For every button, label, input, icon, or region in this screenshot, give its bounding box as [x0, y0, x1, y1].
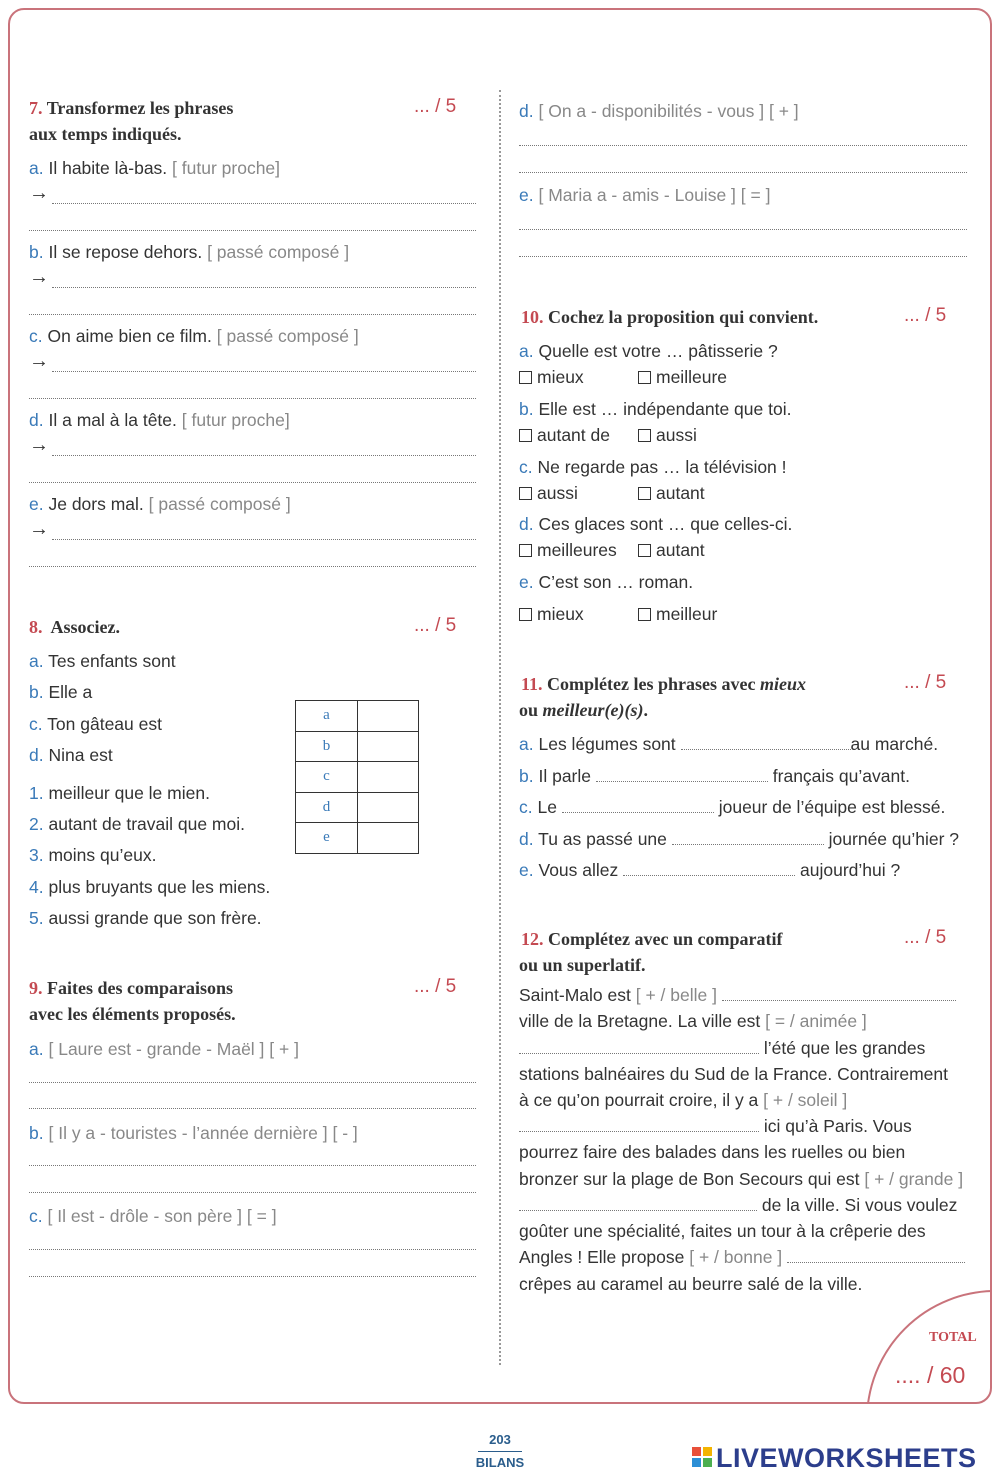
ex12-score: ... / 5: [904, 927, 947, 948]
ex12-text-line: Angles ! Elle propose [ + / bonne ]: [519, 1245, 965, 1269]
ex10-question-a: a. Quelle est votre … pâtisserie ?: [519, 341, 778, 361]
ex12-text-line: de la ville. Si vous voulez: [519, 1193, 957, 1217]
ex11-title-line2: ou meilleur(e)(s).: [519, 700, 648, 720]
assoc-label: b: [296, 731, 358, 762]
ex12-text-line: à ce qu’on pourrait croire, il y a [ + / soleil ]: [519, 1090, 848, 1110]
fill-blank[interactable]: [596, 765, 768, 782]
fill-blank[interactable]: [722, 984, 956, 1001]
answer-line[interactable]: [52, 539, 476, 540]
ex10-option[interactable]: autant: [638, 481, 705, 505]
ex9-score: ... / 5: [414, 976, 457, 997]
checkbox-icon[interactable]: [519, 608, 532, 621]
ex10-question-c: c. Ne regarde pas … la télévision !: [519, 457, 787, 477]
checkbox-icon[interactable]: [519, 487, 532, 500]
assoc-label: d: [296, 792, 358, 823]
fill-blank[interactable]: [519, 1194, 757, 1211]
assoc-label: e: [296, 823, 358, 854]
ex12-title-line2: ou un superlatif.: [519, 955, 646, 975]
ex10-question-b: b. Elle est … indépendante que toi.: [519, 399, 792, 419]
ex10-title: 10. Cochez la proposition qui convient.: [521, 307, 819, 327]
ex12-text-line: bronzer sur la plage de Bon Secours qui est [ + / grande ]: [519, 1169, 964, 1189]
ex9-item-e: e. [ Maria a - amis - Louise ] [ = ]: [519, 185, 771, 205]
assoc-label: a: [296, 701, 358, 732]
ex8-left-d: d. Nina est: [29, 745, 113, 765]
ex12-title: 12. Complétez avec un comparatif: [521, 929, 783, 949]
ex10-option[interactable]: autant: [638, 538, 705, 562]
ex11-item-e: e. Vous allez aujourd’hui ?: [519, 860, 901, 880]
answer-line[interactable]: [29, 566, 476, 567]
checkbox-icon[interactable]: [638, 608, 651, 621]
answer-line[interactable]: [29, 482, 476, 483]
assoc-answer-cell[interactable]: [358, 792, 419, 823]
ex10-option[interactable]: meilleure: [638, 365, 727, 389]
checkbox-icon[interactable]: [519, 371, 532, 384]
answer-line[interactable]: [29, 1249, 476, 1250]
answer-line[interactable]: [29, 398, 476, 399]
liveworksheets-icon: [692, 1447, 713, 1468]
ex8-left-a: a. Tes enfants sont: [29, 651, 176, 671]
ex8-title: 8. Associez.: [29, 617, 120, 637]
checkbox-icon[interactable]: [638, 371, 651, 384]
ex10-option[interactable]: meilleures: [519, 538, 617, 562]
ex9-item-c: c. [ Il est - drôle - son père ] [ = ]: [29, 1206, 277, 1226]
answer-line[interactable]: [29, 1192, 476, 1193]
section-label: BILANS: [475, 1455, 525, 1470]
assoc-answer-cell[interactable]: [358, 823, 419, 854]
arrow-icon: →: [29, 518, 49, 540]
page-number-value: 203: [489, 1432, 511, 1447]
ex8-score: ... / 5: [414, 615, 457, 636]
fill-blank[interactable]: [787, 1246, 965, 1263]
ex12-text-line: crêpes au caramel au beurre salé de la ville.: [519, 1274, 863, 1294]
arrow-icon: →: [29, 350, 49, 372]
ex12-text-line: ville de la Bretagne. La ville est [ = / animée ]: [519, 1011, 867, 1031]
ex10-question-d: d. Ces glaces sont … que celles-ci.: [519, 514, 793, 534]
ex12-text-line: goûter une spécialité, faites un tour à la crêperie des: [519, 1221, 926, 1241]
ex11-score: ... / 5: [904, 672, 947, 693]
fill-blank[interactable]: [562, 796, 714, 813]
ex10-option[interactable]: autant de: [519, 423, 610, 447]
answer-line[interactable]: [519, 172, 967, 173]
assoc-label: c: [296, 762, 358, 793]
checkbox-icon[interactable]: [638, 429, 651, 442]
fill-blank[interactable]: [681, 733, 851, 750]
answer-line[interactable]: [52, 371, 476, 372]
ex7-title: 7. Transformez les phrases: [29, 98, 234, 118]
ex12-text-line: pourrez faire des balades dans les ruelles ou bien: [519, 1142, 906, 1162]
checkbox-icon[interactable]: [519, 544, 532, 557]
ex11-item-a: a. Les légumes sont au marché.: [519, 734, 939, 754]
answer-line[interactable]: [519, 256, 967, 257]
arrow-icon: →: [29, 182, 49, 204]
ex8-right-5: 5. aussi grande que son frère.: [29, 908, 262, 928]
ex7-item-b: b. Il se repose dehors. [ passé composé ]: [29, 242, 350, 262]
answer-line[interactable]: [52, 287, 476, 288]
ex11-item-c: c. Le joueur de l’équipe est blessé.: [519, 797, 946, 817]
ex11-item-b: b. Il parle français qu’avant.: [519, 766, 910, 786]
ex10-option[interactable]: mieux: [519, 365, 584, 389]
answer-line[interactable]: [29, 1276, 476, 1277]
answer-line[interactable]: [29, 230, 476, 231]
ex10-option[interactable]: aussi: [519, 481, 578, 505]
fill-blank[interactable]: [623, 859, 795, 876]
answer-line[interactable]: [29, 1108, 476, 1109]
arrow-icon: →: [29, 434, 49, 456]
checkbox-icon[interactable]: [638, 487, 651, 500]
ex12-text-line: l’été que les grandes: [519, 1036, 925, 1060]
checkbox-icon[interactable]: [519, 429, 532, 442]
fill-blank[interactable]: [672, 828, 824, 845]
fill-blank[interactable]: [519, 1037, 759, 1054]
ex7-item-a: a. Il habite là-bas. [ futur proche]: [29, 158, 281, 178]
ex12-text-line: ici qu’à Paris. Vous: [519, 1114, 912, 1138]
ex8-left-c: c. Ton gâteau est: [29, 714, 162, 734]
answer-line[interactable]: [519, 229, 967, 230]
answer-line[interactable]: [52, 203, 476, 204]
assoc-answer-cell[interactable]: [358, 701, 419, 732]
checkbox-icon[interactable]: [638, 544, 651, 557]
ex7-title-line2: aux temps indiqués.: [29, 124, 182, 144]
ex12-text-line: Saint-Malo est [ + / belle ]: [519, 983, 956, 1007]
arrow-icon: →: [29, 266, 49, 288]
ex9-item-d: d. [ On a - disponibilités - vous ] [ + ]: [519, 101, 799, 121]
answer-line[interactable]: [52, 455, 476, 456]
ex8-right-3: 3. moins qu’eux.: [29, 845, 157, 865]
association-table: [295, 700, 419, 854]
ex7-item-c: c. On aime bien ce film. [ passé composé ]: [29, 326, 359, 346]
liveworksheets-logo: LIVEWORKSHEETS: [692, 1443, 977, 1474]
total-label: TOTAL: [929, 1330, 977, 1345]
ex10-option[interactable]: mieux: [519, 602, 584, 626]
ex9-title: 9. Faites des comparaisons: [29, 978, 233, 998]
ex11-item-d: d. Tu as passé une journée qu’hier ?: [519, 829, 960, 849]
column-divider: [499, 90, 501, 1365]
answer-line[interactable]: [29, 314, 476, 315]
assoc-answer-cell[interactable]: [358, 762, 419, 793]
ex8-right-1: 1. meilleur que le mien.: [29, 783, 210, 803]
ex9-item-a: a. [ Laure est - grande - Maël ] [ + ]: [29, 1039, 299, 1059]
fill-blank[interactable]: [519, 1115, 759, 1132]
ex9-item-b: b. [ Il y a - touristes - l’année dernière ] [ - ]: [29, 1123, 358, 1143]
ex8-right-4: 4. plus bruyants que les miens.: [29, 877, 271, 897]
ex10-question-e: e. C’est son … roman.: [519, 572, 694, 592]
ex7-item-d: d. Il a mal à la tête. [ futur proche]: [29, 410, 290, 430]
ex12-text-line: stations balnéaires du Sud de la France. Contrairement: [519, 1064, 948, 1084]
ex7-item-e: e. Je dors mal. [ passé composé ]: [29, 494, 291, 514]
ex10-score: ... / 5: [904, 305, 947, 326]
answer-line[interactable]: [519, 145, 967, 146]
ex9-title-line2: avec les éléments proposés.: [29, 1004, 236, 1024]
ex7-score: ... / 5: [414, 96, 457, 117]
total-score: .... / 60: [895, 1362, 966, 1388]
answer-line[interactable]: [29, 1165, 476, 1166]
ex8-right-2: 2. autant de travail que moi.: [29, 814, 245, 834]
ex8-left-b: b. Elle a: [29, 682, 93, 702]
ex10-option[interactable]: meilleur: [638, 602, 717, 626]
assoc-answer-cell[interactable]: [358, 731, 419, 762]
page-number: [470, 1432, 530, 1470]
answer-line[interactable]: [29, 1082, 476, 1083]
ex10-option[interactable]: aussi: [638, 423, 697, 447]
ex11-title: 11. Complétez les phrases avec mieux: [521, 674, 806, 694]
